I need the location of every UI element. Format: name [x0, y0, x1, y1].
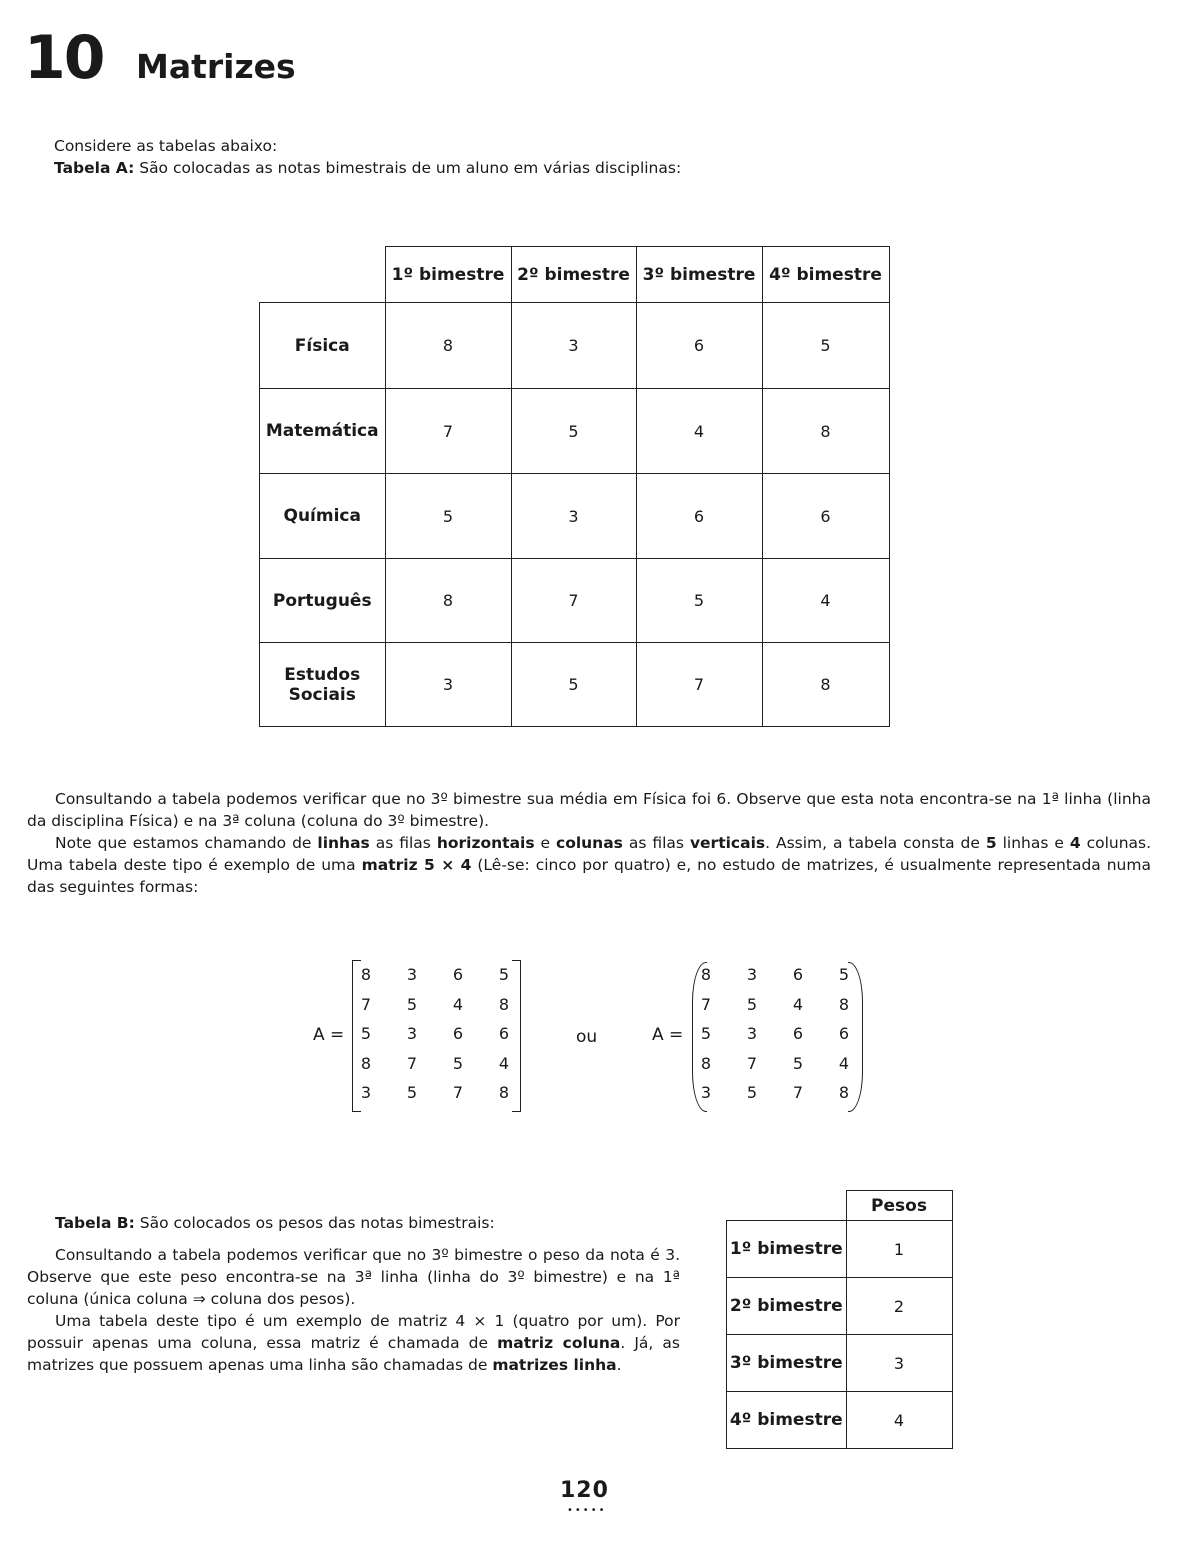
table-a-label: Tabela A: [54, 159, 135, 177]
matrix-entry: 8 [498, 994, 510, 1014]
table-row [260, 559, 890, 643]
text-run: (Lê-se: cinco por quatro) e, no estudo de matrizes, é usualmente representada numa das seguintes formas: [27, 856, 1151, 896]
grade-cell: 3 [511, 474, 636, 559]
table-row [727, 1392, 953, 1449]
matrix-entry: 4 [452, 994, 464, 1014]
paragraph-3: Consultando a tabela podemos verificar que no 3º bimestre o peso da nota é 3. Observe que este peso encontra-se na 3ª linha (linha do 3º bimestre) e na 1ª coluna (única coluna ⇒ coluna dos pesos). [27, 1246, 680, 1308]
paragraph-1: Consultando a tabela podemos verificar que no 3º bimestre sua média em Física foi 6. Observe que esta nota encontra-se na 1ª linha (linha da disciplina Física) e na 3ª coluna (coluna do 3º bimestre). [27, 790, 1151, 830]
grade-cell: 5 [762, 303, 889, 389]
bold-run: verticais [689, 834, 766, 852]
table-b-header-row [727, 1191, 953, 1221]
grade-cell: 5 [385, 474, 511, 559]
table-a-corner [260, 247, 386, 303]
matrix-entry: 3 [360, 1083, 372, 1102]
subject-label: Química [260, 474, 386, 559]
grade-cell: 6 [636, 474, 762, 559]
grade-cell: 8 [762, 643, 889, 727]
weight-cell: 1 [846, 1221, 952, 1278]
matrix-entry: 3 [746, 1024, 758, 1043]
matrix-entry: 8 [838, 994, 850, 1014]
explanation-text [27, 788, 1151, 898]
matrix-entry: 3 [406, 965, 418, 984]
grade-cell: 6 [762, 474, 889, 559]
table-b-label: Tabela B: [55, 1214, 135, 1232]
bimester-label: 1º bimestre [727, 1221, 847, 1278]
table-b-caption [27, 1212, 680, 1234]
matrix-entry: 7 [700, 994, 712, 1014]
matrix-entry: 7 [360, 994, 372, 1014]
table-row [260, 303, 890, 389]
table-row [260, 474, 890, 559]
grade-cell: 8 [762, 389, 889, 474]
matrix-entry: 4 [792, 994, 804, 1014]
table-a-header-cell: 4º bimestre [762, 247, 889, 303]
matrix-entry: 5 [792, 1053, 804, 1073]
text-run: as filas [622, 834, 690, 852]
text-run: . Já, as matrizes que possuem apenas uma linha são chamadas de [27, 1334, 680, 1374]
table-b [726, 1190, 953, 1449]
chapter-title: Matrizes [136, 47, 296, 86]
table-row [727, 1221, 953, 1278]
grade-cell: 6 [636, 303, 762, 389]
matrix-entry: 3 [406, 1024, 418, 1043]
text-run: . [616, 1356, 622, 1374]
text-run: Note que estamos chamando de [55, 834, 318, 852]
table-b-header-cell: Pesos [846, 1191, 952, 1221]
matrix-entry: 5 [360, 1024, 372, 1043]
paragraph-2 [27, 832, 1151, 898]
matrix-entry: 5 [406, 994, 418, 1014]
matrix-entry: 5 [700, 1024, 712, 1043]
chapter-number: 10 [24, 23, 104, 93]
grade-cell: 5 [636, 559, 762, 643]
page-number-dots: ••••• [567, 1505, 607, 1516]
intro-line: Considere as tabelas abaixo: [54, 137, 278, 155]
bimester-label: 4º bimestre [727, 1392, 847, 1449]
table-row [727, 1278, 953, 1335]
grade-cell: 8 [385, 559, 511, 643]
grade-cell: 4 [636, 389, 762, 474]
grade-cell: 4 [762, 559, 889, 643]
matrix-entry: 8 [700, 1053, 712, 1073]
table-b-description: São colocados os pesos das notas bimestrais: [134, 1214, 495, 1232]
table-a-header-cell: 2º bimestre [511, 247, 636, 303]
matrix-entry: 8 [360, 1053, 372, 1073]
table-a-header-cell: 1º bimestre [385, 247, 511, 303]
bold-run: colunas [556, 834, 623, 852]
subject-label: Estudos Sociais [260, 643, 386, 727]
text-run: . Assim, a tabela consta de [765, 834, 986, 852]
text-run: Uma tabela deste tipo é um exemplo de matriz 4 × 1 (quatro por um). Por possuir apenas uma coluna, essa matriz é chamada de [27, 1312, 680, 1352]
matrix-entry: 6 [452, 965, 464, 984]
or-label: ou [576, 1027, 598, 1047]
matrix-entry: 8 [700, 965, 712, 984]
bold-run: matriz 5 × 4 [361, 856, 472, 874]
text-run: e [534, 834, 556, 852]
matrix-entry: 8 [498, 1083, 510, 1102]
page-number: 120 [560, 1478, 609, 1503]
grade-cell: 7 [636, 643, 762, 727]
matrix-entry: 8 [360, 965, 372, 984]
matrix-entry: 6 [452, 1024, 464, 1043]
grade-cell: 5 [511, 643, 636, 727]
table-row [260, 389, 890, 474]
table-row [260, 643, 890, 727]
matrix-label: A = [652, 1025, 684, 1045]
matrix-entry: 6 [498, 1024, 510, 1043]
matrix-entry: 7 [452, 1083, 464, 1102]
matrix-entry: 4 [838, 1053, 850, 1073]
matrix-entry: 5 [406, 1083, 418, 1102]
bold-run: horizontais [436, 834, 535, 852]
bimester-label: 2º bimestre [727, 1278, 847, 1335]
weight-cell: 4 [846, 1392, 952, 1449]
bold-run: linhas [317, 834, 370, 852]
bold-run: matrizes linha [492, 1356, 617, 1374]
weight-cell: 3 [846, 1335, 952, 1392]
table-b-corner [727, 1191, 847, 1221]
grade-cell: 3 [511, 303, 636, 389]
matrix-entry: 5 [746, 1083, 758, 1102]
text-run: colunas. Uma tabela deste tipo é exemplo de uma [27, 834, 1152, 874]
subject-label: Física [260, 303, 386, 389]
bold-run: matriz coluna [497, 1334, 621, 1352]
bold-run: 4 [1069, 834, 1081, 852]
grade-cell: 7 [385, 389, 511, 474]
matrix-entry: 6 [838, 1024, 850, 1043]
matrix-entry: 7 [406, 1053, 418, 1073]
bold-run: 5 [985, 834, 997, 852]
grade-cell: 5 [511, 389, 636, 474]
matrix-entry: 7 [792, 1083, 804, 1102]
intro [54, 135, 1144, 179]
table-a [259, 246, 890, 727]
table-b-text [27, 1212, 680, 1376]
subject-label: Português [260, 559, 386, 643]
text-run: as filas [369, 834, 437, 852]
table-a-caption [54, 157, 1144, 179]
bimester-label: 3º bimestre [727, 1335, 847, 1392]
grade-cell: 7 [511, 559, 636, 643]
table-a-header-row [260, 247, 890, 303]
matrix-entry: 4 [498, 1053, 510, 1073]
grade-cell: 8 [385, 303, 511, 389]
grade-cell: 3 [385, 643, 511, 727]
text-run: linhas e [996, 834, 1070, 852]
subject-label: Matemática [260, 389, 386, 474]
matrix-entry: 7 [746, 1053, 758, 1073]
matrix-entry: 3 [746, 965, 758, 984]
matrix-entry: 6 [792, 965, 804, 984]
table-a-description: São colocadas as notas bimestrais de um aluno em várias disciplinas: [134, 159, 682, 177]
weight-cell: 2 [846, 1278, 952, 1335]
table-a-header-cell: 3º bimestre [636, 247, 762, 303]
matrix-entry: 5 [746, 994, 758, 1014]
matrix-entry: 6 [792, 1024, 804, 1043]
matrix-entry: 8 [838, 1083, 850, 1102]
matrix-entry: 5 [452, 1053, 464, 1073]
table-row [727, 1335, 953, 1392]
matrix-entry: 5 [838, 965, 850, 984]
matrix-entry: 3 [700, 1083, 712, 1102]
paragraph-4 [27, 1310, 680, 1376]
matrix-entry: 5 [498, 965, 510, 984]
matrix-label: A = [313, 1025, 345, 1045]
